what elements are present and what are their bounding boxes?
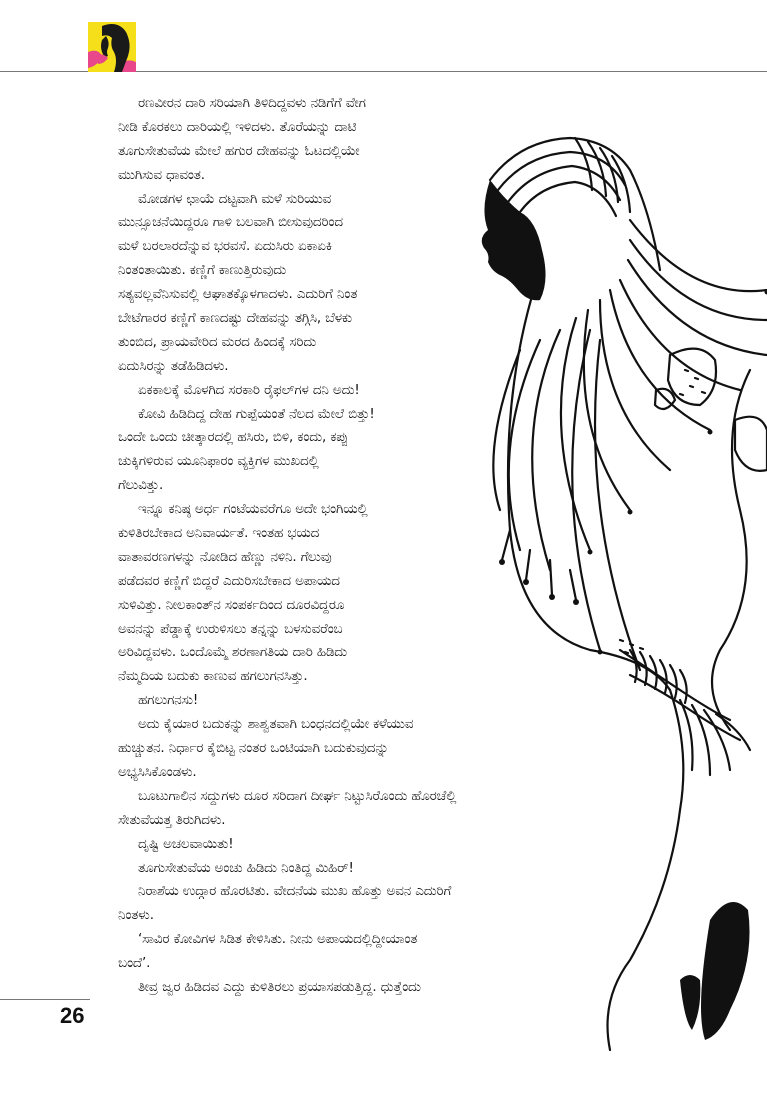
body-line: ನಿಂತಂತಾಯಿತು. ಕಣ್ಣಿಗೆ ಕಾಣುತ್ತಿರುವುದು bbox=[118, 263, 287, 279]
woman-figure-illustration-icon bbox=[480, 130, 767, 1060]
body-line: ಪಡೆದವರ ಕಣ್ಣಿಗೆ ಬಿದ್ದರೆ ಎದುರಿಸಬೇಕಾದ ಅಪಾಯದ bbox=[118, 573, 340, 589]
body-line: ಬೇಟೆಗಾರರ ಕಣ್ಣಿಗೆ ಕಾಣದಷ್ಟು ದೇಹವನ್ನು ತಗ್ಗಿಸಿ, ಬೆಳಕು bbox=[118, 311, 353, 327]
body-line: ಅರಿವಿದ್ದವಳು. ಒಂದೊಮ್ಮೆ ಶರಣಾಗತಿಯ ದಾರಿ ಹಿಡಿದು bbox=[118, 645, 348, 661]
body-line: ಹುಚ್ಚುತನ. ನಿರ್ಧಾರ ಕೈಬಿಟ್ಟ ನಂತರ ಒಂಟಿಯಾಗಿ ಬದುಕುವುದನ್ನು bbox=[118, 741, 389, 757]
body-line: ಮಳೆ ಬರಲಾರದೆನ್ನುವ ಭರವಸೆ. ಏದುಸಿರು ಏಕಾಏಕಿ bbox=[118, 239, 332, 255]
body-line: ತೂಗುಸೇತುವೆಯ ಅಂಚು ಹಿಡಿದು ನಿಂತಿದ್ದ ಮಿಹಿರ್! bbox=[138, 860, 354, 876]
body-line: ನೀಡಿ ಕೊರಕಲು ದಾರಿಯಲ್ಲಿ ಇಳಿದಳು. ತೊರೆಯನ್ನು ದಾಟಿ bbox=[118, 119, 357, 135]
body-line: ಹಗಲುಗನಸು! bbox=[138, 693, 199, 709]
body-line: ದೃಷ್ಟಿ ಅಚಲವಾಯಿತು! bbox=[138, 836, 234, 852]
body-line: ನಿಂತಳು. bbox=[118, 908, 154, 924]
body-line: ನೆಮ್ಮದಿಯ ಬದುಕು ಕಾಣುವ ಹಗಲುಗನಸಿತ್ತು. bbox=[118, 669, 308, 685]
body-line: ಕುಳಿತಿರಬೇಕಾದ ಅನಿವಾರ್ಯತೆ. ಇಂತಹ ಭಯದ bbox=[118, 526, 320, 542]
body-line: ಮೋಡಗಳ ಛಾಯೆ ದಟ್ಟವಾಗಿ ಮಳೆ ಸುರಿಯುವ bbox=[138, 191, 332, 207]
body-line: ಕೋವಿ ಹಿಡಿದಿದ್ದ ದೇಹ ಗುಪ್ಪೆಯಂತೆ ನೆಲದ ಮೇಲೆ ಬಿತ್ತು! bbox=[138, 406, 375, 422]
body-line: ಅದು ಕೈಯಾರ ಬದುಕನ್ನು ಶಾಶ್ವತವಾಗಿ ಬಂಧನದಲ್ಲಿಯೇ ಕಳೆಯುವ bbox=[138, 717, 414, 733]
body-line: ಚುಕ್ಕಿಗಳಿರುವ ಯೂನಿಫಾರಂ ವ್ಯಕ್ತಿಗಳ ಮುಖದಲ್ಲಿ bbox=[118, 454, 319, 470]
body-line: ಸೇತುವೆಯತ್ತ ತಿರುಗಿದಳು. bbox=[118, 812, 226, 828]
body-line: ತೀವ್ರ ಜ್ವರ ಹಿಡಿದವ ಎದ್ದು ಕುಳಿತಿರಲು ಪ್ರಯಾಸಪಡುತ್ತಿದ್ದ. ಧುತ್ತೆಂದು bbox=[138, 979, 421, 995]
body-line: ವಾತಾವರಣಗಳನ್ನು ನೋಡಿದ ಹೆಣ್ಣು ನಳಿನಿ. ಗೆಲುವು bbox=[118, 549, 332, 565]
body-line: ಏದುಸಿರನ್ನು ತಡೆಹಿಡಿದಳು. bbox=[118, 358, 229, 374]
body-line: ಗೆಲುವಿತ್ತು. bbox=[118, 478, 164, 494]
body-line: ಏಕಕಾಲಕ್ಕೆ ಮೊಳಗಿದ ಸರಕಾರಿ ರೈಫಲ್‌ಗಳ ದನಿ ಅದು! bbox=[138, 382, 360, 398]
body-line: ಬಂದೆ’. bbox=[118, 956, 151, 972]
body-line: ಸುಳಿವಿತ್ತು. ನೀಲಕಾಂತ್‌ನ ಸಂಪರ್ಕದಿಂದ ದೂರವಿದ್ದರೂ bbox=[118, 597, 345, 613]
body-line: ‘ಸಾವಿರ ಕೋವಿಗಳ ಸಿಡಿತ ಕೇಳಿಸಿತು. ನೀನು ಅಪಾಯದಲ್ಲಿದ್ದೀಯಾಂತ bbox=[138, 932, 418, 948]
woman-profile-logo-icon bbox=[88, 22, 136, 72]
body-line: ರಣವೀರನ ದಾರಿ ಸರಿಯಾಗಿ ತಿಳಿದಿದ್ದವಳು ನಡಿಗೆಗೆ ವೇಗ bbox=[138, 96, 366, 111]
body-line: ತೂಗುಸೇತುವೆಯ ಮೇಲೆ ಹಗುರ ದೇಹವನ್ನು ಓಟದಲ್ಲಿಯೇ bbox=[118, 143, 360, 159]
body-line: ಅವನನ್ನು ಪೆಡ್ಡಾಕ್ಕೆ ಉರುಳಿಸಲು ತನ್ನನ್ನು ಬಳಸುವರೆಂಬ bbox=[118, 621, 343, 637]
body-line: ತುಂಬಿದ, ಪ್ರಾಯವೇರಿದ ಮರದ ಹಿಂದಕ್ಕೆ ಸರಿದು bbox=[118, 334, 317, 350]
body-line: ಮುಗಿಸುವ ಧಾವಂತ. bbox=[118, 167, 205, 183]
body-line: ನಿರಾಶೆಯ ಉದ್ಗಾರ ಹೊರಟಿತು. ವೇದನೆಯ ಮುಖ ಹೊತ್ತು ಅವನ ಎದುರಿಗೆ bbox=[138, 884, 452, 900]
footer-rule bbox=[0, 999, 90, 1000]
body-line: ಒಂದೇ ಒಂದು ಚೀತ್ಕಾರದಲ್ಲಿ ಹಸಿರು, ಬಿಳಿ, ಕಂದು, ಕಪ್ಪು bbox=[118, 430, 349, 446]
page-number: 26 bbox=[60, 1003, 85, 1028]
body-line: ಅಭ್ಯಸಿಸಿಕೊಂಡಳು. bbox=[118, 764, 197, 780]
body-line: ಇನ್ನೂ ಕನಿಷ್ಠ ಅರ್ಧ ಗಂಟೆಯವರೆಗೂ ಅದೇ ಭಂಗಿಯಲ್ಲಿ bbox=[138, 502, 368, 518]
body-line: ಬೂಟುಗಾಲಿನ ಸದ್ದುಗಳು ದೂರ ಸರಿದಾಗ ದೀರ್ಘ ನಿಟ್ಟುಸಿರೊಂದು ಹೊರಚೆಲ್ಲಿ bbox=[138, 788, 457, 804]
body-line: ಮುನ್ಸೂಚನೆಯಿದ್ದರೂ ಗಾಳಿ ಬಲವಾಗಿ ಬೀಸುವುದರಿಂದ bbox=[118, 215, 343, 231]
body-line: ಸತ್ಯವಲ್ಲವೆನಿಸುವಲ್ಲಿ ಆಘಾತಕ್ಕೊಳಗಾದಳು. ಎದುರಿಗೆ ನಿಂತ bbox=[118, 287, 358, 303]
